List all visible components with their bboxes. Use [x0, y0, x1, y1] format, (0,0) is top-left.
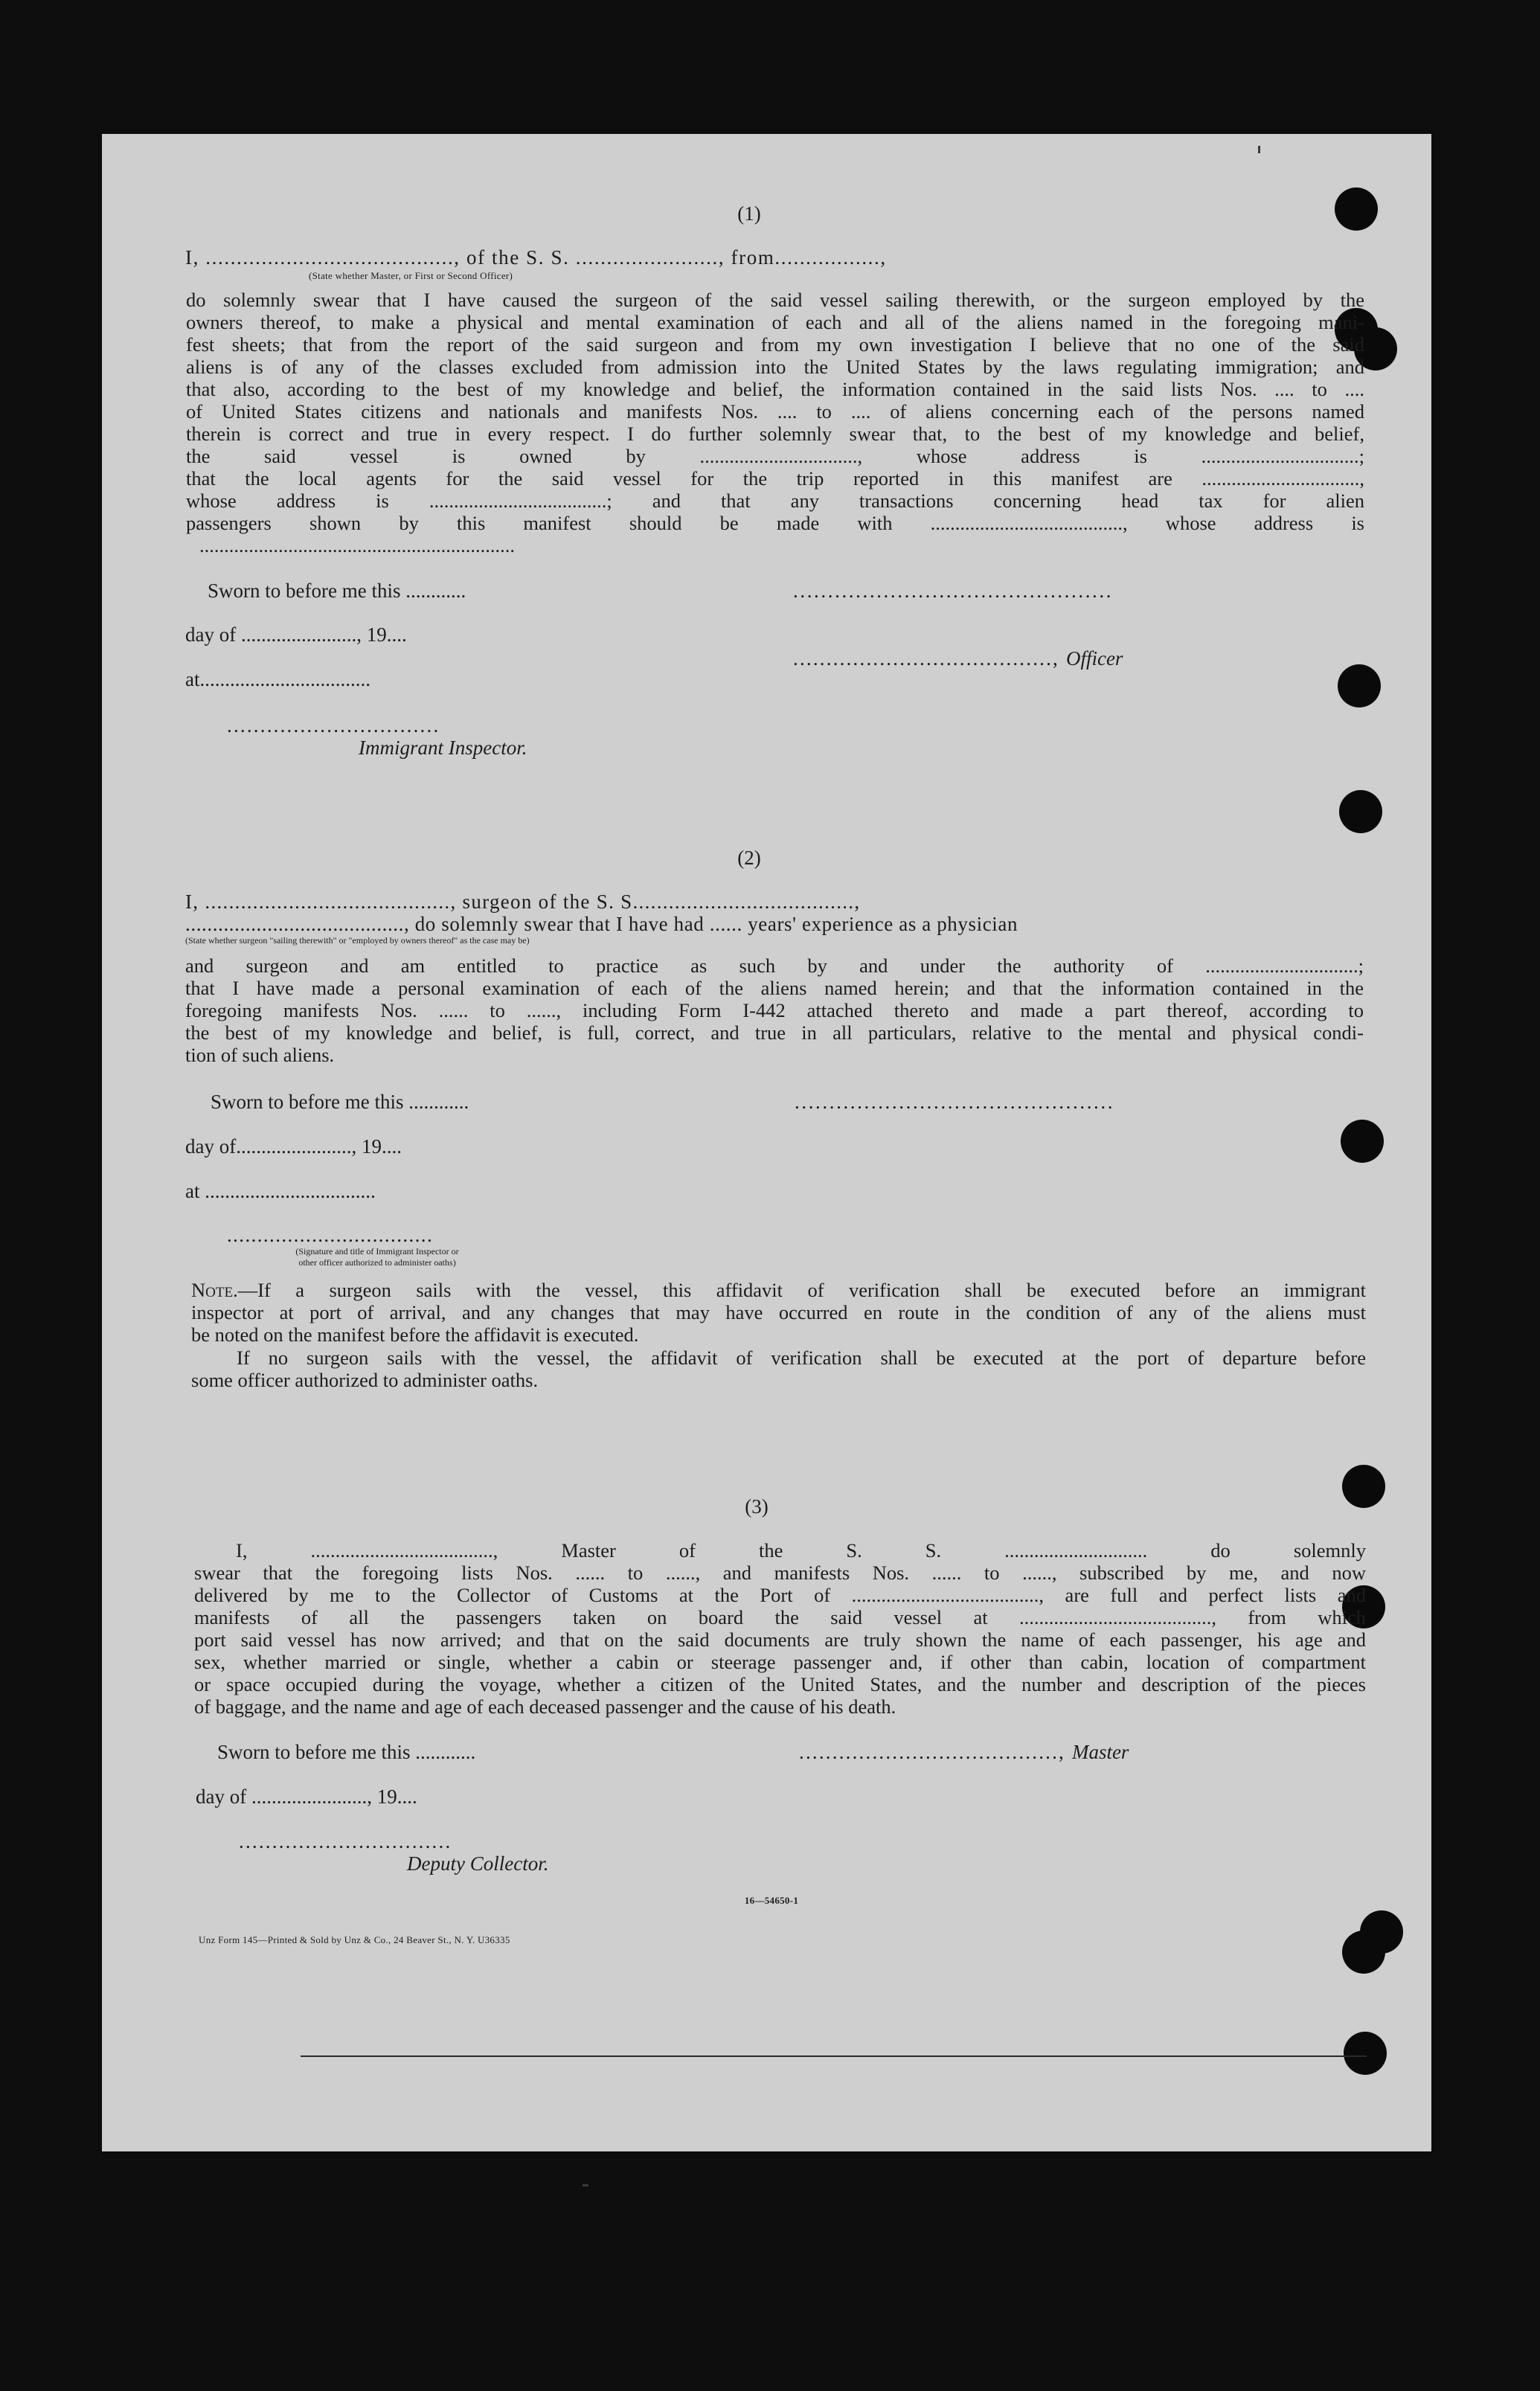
printer-footer: Unz Form 145—Printed & Sold by Unz & Co., 24 Beaver St., N. Y. U36335 — [199, 1934, 510, 1945]
punch-hole — [1342, 1465, 1385, 1508]
punch-hole — [1335, 187, 1378, 231]
section-2-line-1: I, ........................................., surgeon of the S. S....................................., — [185, 890, 861, 913]
section-2-oath-paragraph: and surgeon and am entitled to practice as such by and under the authority of ...............................; that I have made a personal examination of each of the aliens named herein; and that the information contained in the foregoing manifests Nos. ...... to ......, including Form I-442 attached thereto and made a part thereof, according to the best of my knowledge and belief, is full, correct, and true in all particulars, relative to the mental and physical condi- tion of such aliens. — [185, 954, 1364, 1066]
section-2-surgeon-caption: (State whether surgeon "sailing therewith" or "employed by owners thereof" as the case may be) — [185, 935, 530, 946]
section-2-note-paragraph-2: If no surgeon sails with the vessel, the affidavit of verification shall be executed at the port of departure before some officer authorized to administer oaths. — [191, 1347, 1366, 1391]
section-2-at-line: at .................................. — [185, 1180, 376, 1202]
officer-dots: ......................................., — [793, 647, 1066, 670]
section-2-signature-line: .............................................. — [795, 1091, 1115, 1113]
section-1-inspector-label: Immigrant Inspector. — [359, 736, 527, 759]
section-1-signature-line: .............................................. — [793, 580, 1114, 602]
section-1-day-line: day of ......................., 19.... — [185, 623, 407, 646]
form-number: 16—54650-1 — [744, 1895, 799, 1906]
section-2-line-2: ........................................, do solemnly swear that I have had ...... years' experience as a physician — [185, 913, 1018, 935]
footer-rule — [301, 2055, 1367, 2057]
section-1-officer-caption: (State whether Master, or First or Second Officer) — [309, 270, 513, 281]
section-3-number: (3) — [745, 1495, 769, 1518]
form-page — [102, 134, 1431, 2151]
note-label: Note. — [191, 1279, 238, 1301]
section-1-number: (1) — [737, 202, 761, 225]
section-3-oath-paragraph: I, ....................................., Master of the S. S. ............................. do solemnly swear that the foregoing lists Nos. ...... to ......, and manifests Nos. ...... to ......, subscribed by me, and now delivered by me to the Collector of Customs at the Port of ......................................, are full and perfect lists and manifests of all the passengers taken on board the said vessel at ......................................., from which port said vessel has now arrived; and that on the said documents are truly shown the name of each passenger, his age and sex, whether married or single, whether a cabin or steerage passenger and, if other than cabin, location of compartment or space occupied during the voyage, whether a citizen of the United States, and the number and description of the pieces of baggage, and the name and age of each deceased passenger and the cause of his death. — [194, 1539, 1366, 1718]
officer-label: Officer — [1065, 647, 1123, 670]
section-1-at-line: at.................................. — [185, 668, 370, 690]
section-1-inspector-dots: ................................ — [227, 714, 440, 736]
punch-hole — [1342, 1931, 1385, 1974]
background-speck — [1258, 146, 1260, 153]
punch-hole — [1338, 664, 1381, 707]
section-3-sworn-line: Sworn to before me this ............ — [217, 1741, 476, 1763]
section-2-number: (2) — [737, 847, 761, 869]
section-1-officer-line — [793, 647, 1123, 670]
section-2-sworn-line: Sworn to before me this ............ — [211, 1091, 469, 1113]
note-text: —If a surgeon sails with the vessel, this affidavit of verification shall be executed before an immigrant — [237, 1279, 1366, 1301]
section-3-collector-label: Deputy Collector. — [407, 1852, 549, 1875]
punch-hole — [1339, 790, 1382, 833]
section-1-opening-line: I, ........................................, of the S. S. ......................., from................., — [185, 246, 887, 269]
section-2-day-line: day of......................., 19.... — [185, 1135, 402, 1158]
section-3-day-line: day of ......................., 19.... — [196, 1785, 417, 1808]
section-1-oath-paragraph: do solemnly swear that I have caused the surgeon of the said vessel sailing therewith, or the surgeon employed by the owners thereof, to make a physical and mental examination of each and all of the aliens named in the foregoing mani- fest sheets; that from the report of the said surgeon and from my own investigation I believe that no one of the said aliens is of any of the classes excluded from admission into the United States by the laws regulating immigration; and that also, according to the best of my knowledge and belief, the information contained in the said lists Nos. .... to .... of United States citizens and nationals and manifests Nos. .... to .... of aliens concerning each of the persons named therein is correct and true in every respect. I do further solemnly swear that, to the best of my knowledge and belief, the said vessel is owned by ................................, whose address is ................................; that the local agents for the said vessel for the trip reported in this manifest are ................................, whose address is ....................................; and that any transactions concerning head tax for alien passengers shown by this manifest should be made with ......................................., whose address is ................................................................ — [186, 289, 1364, 556]
master-label: Master — [1071, 1741, 1129, 1763]
section-2-signature-dots: .................................. — [227, 1224, 434, 1246]
section-3-collector-dots: ................................ — [239, 1830, 452, 1852]
master-dots: ......................................., — [799, 1741, 1072, 1763]
section-2-signature-caption-2: other officer authorized to administer oaths) — [298, 1257, 456, 1268]
background-speck — [583, 2184, 588, 2186]
section-2-signature-caption-1: (Signature and title of Immigrant Inspector or — [295, 1246, 459, 1257]
punch-hole — [1344, 2032, 1387, 2075]
section-1-sworn-line: Sworn to before me this ............ — [208, 580, 466, 602]
section-3-master-line — [799, 1741, 1129, 1764]
section-2-note-paragraph: Note.—If a surgeon sails with the vessel, this affidavit of verification shall be executed before an immigrant inspector at port of arrival, and any changes that may have occurred en route in the condition of any of the aliens must be noted on the manifest before the affidavit is executed. — [191, 1279, 1366, 1346]
punch-hole — [1341, 1120, 1384, 1163]
